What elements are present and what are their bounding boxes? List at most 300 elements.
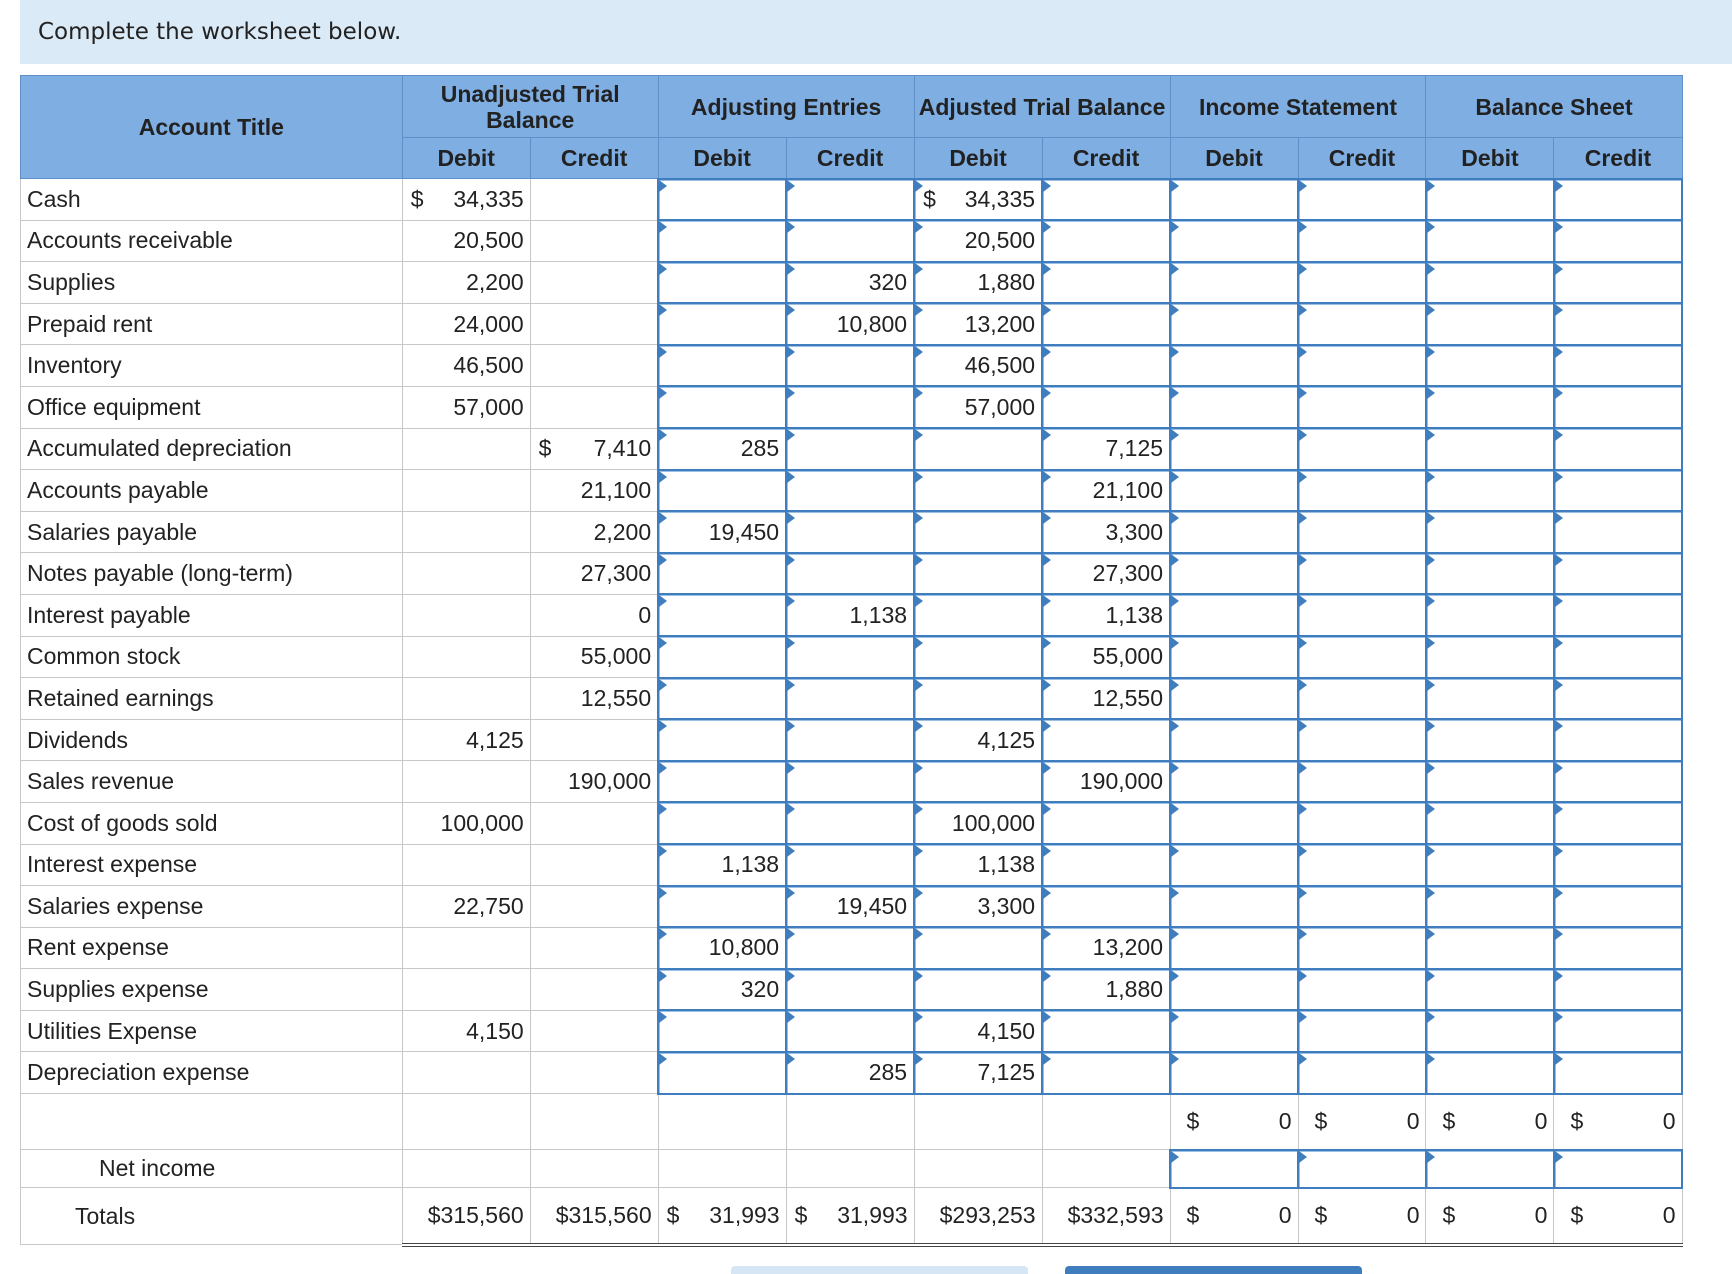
atb-cr-cell[interactable]	[1042, 844, 1170, 886]
bs-cr-input[interactable]	[1554, 220, 1682, 262]
account-title-cell: Cash	[21, 179, 403, 221]
adj-dr-cell[interactable]	[658, 470, 786, 512]
atb-dr-cell[interactable]: 4,125	[914, 719, 1042, 761]
bs-cr-input[interactable]	[1554, 969, 1682, 1011]
bs-dr-input[interactable]	[1426, 470, 1554, 512]
bs-dr-input[interactable]	[1426, 345, 1554, 387]
bs-cr-input[interactable]	[1554, 678, 1682, 720]
utb-cr-cell	[530, 886, 658, 928]
subtotal-value: 0	[1534, 1108, 1548, 1135]
utb-cr-cell	[530, 220, 658, 262]
utb-cr-cell	[530, 386, 658, 428]
is-cr-input[interactable]	[1298, 220, 1426, 262]
bs-dr-input[interactable]	[1426, 802, 1554, 844]
bs-cr-input[interactable]	[1554, 179, 1682, 221]
table-row	[21, 553, 1683, 595]
is-cr-input[interactable]	[1298, 511, 1426, 553]
is-dr-input[interactable]	[1170, 1052, 1298, 1094]
is-dr-input[interactable]	[1170, 428, 1298, 470]
header-atb-credit: Credit	[1042, 138, 1170, 179]
adj-cr-cell[interactable]	[786, 1010, 914, 1052]
atb-dr-cell[interactable]	[914, 511, 1042, 553]
atb-cr-cell[interactable]	[1042, 802, 1170, 844]
atb-dr-cell[interactable]: 3,300	[914, 886, 1042, 928]
blank-cell	[402, 1150, 530, 1188]
bs-cr-input[interactable]	[1554, 802, 1682, 844]
adj-dr-cell[interactable]: 320	[658, 969, 786, 1011]
bs-cr-input[interactable]	[1554, 511, 1682, 553]
is-dr-input[interactable]	[1170, 303, 1298, 345]
bs-cr-input[interactable]	[1554, 1010, 1682, 1052]
bs-cr-input[interactable]	[1554, 844, 1682, 886]
bs-cr-input[interactable]	[1554, 1052, 1682, 1094]
totals-label: Totals	[21, 1188, 403, 1245]
bs-cr-input[interactable]	[1554, 927, 1682, 969]
utb-cr-cell: 0	[530, 594, 658, 636]
net-income-is-cr-input[interactable]	[1298, 1150, 1426, 1188]
utb-cr-cell: 2,200	[530, 511, 658, 553]
account-title-cell: Sales revenue	[21, 761, 403, 803]
is-cr-input[interactable]	[1298, 802, 1426, 844]
is-cr-input[interactable]	[1298, 844, 1426, 886]
adj-cr-cell[interactable]: 1,138	[786, 594, 914, 636]
total-bs-cr	[1554, 1188, 1682, 1245]
account-title-cell: Dividends	[21, 719, 403, 761]
is-dr-input[interactable]	[1170, 220, 1298, 262]
total-adj-dr	[658, 1188, 786, 1245]
is-cr-input[interactable]	[1298, 761, 1426, 803]
adj-cr-cell[interactable]	[786, 636, 914, 678]
instruction-banner	[20, 0, 1732, 64]
adj-cr-cell[interactable]	[786, 220, 914, 262]
bs-cr-input[interactable]	[1554, 470, 1682, 512]
is-cr-input[interactable]	[1298, 719, 1426, 761]
atb-dr-cell[interactable]: 20,500	[914, 220, 1042, 262]
previous-button[interactable]	[731, 1266, 1028, 1274]
account-title-cell: Depreciation expense	[21, 1052, 403, 1094]
atb-dr-cell[interactable]: 46,500	[914, 345, 1042, 387]
utb-dr-cell: 57,000	[402, 386, 530, 428]
bs-dr-input[interactable]	[1426, 594, 1554, 636]
instruction-text: Complete the worksheet below.	[38, 19, 402, 45]
utb-dr-cell: 4,125	[402, 719, 530, 761]
utb-dr-cell	[402, 1052, 530, 1094]
is-cr-input[interactable]	[1298, 594, 1426, 636]
amount-value: 34,335	[964, 185, 1036, 212]
is-dr-input[interactable]	[1170, 969, 1298, 1011]
bs-dr-input[interactable]	[1426, 511, 1554, 553]
table-row	[21, 1052, 1683, 1094]
atb-cr-cell[interactable]	[1042, 386, 1170, 428]
atb-dr-cell[interactable]	[914, 179, 1042, 221]
adj-dr-cell[interactable]	[658, 636, 786, 678]
utb-cr-cell	[530, 179, 658, 221]
next-button[interactable]	[1065, 1266, 1362, 1274]
bs-cr-input[interactable]	[1554, 886, 1682, 928]
is-dr-input[interactable]	[1170, 345, 1298, 387]
adj-dr-cell[interactable]: 10,800	[658, 927, 786, 969]
atb-cr-cell[interactable]: 21,100	[1042, 470, 1170, 512]
currency-symbol: $	[1186, 1202, 1200, 1229]
header-balance-sheet: Balance Sheet	[1426, 76, 1682, 138]
adj-dr-cell[interactable]: 1,138	[658, 844, 786, 886]
adj-dr-cell[interactable]	[658, 594, 786, 636]
header-utb-credit: Credit	[530, 138, 658, 179]
utb-dr-cell	[402, 927, 530, 969]
adj-cr-cell[interactable]: 19,450	[786, 886, 914, 928]
is-dr-input[interactable]	[1170, 761, 1298, 803]
is-cr-input[interactable]	[1298, 345, 1426, 387]
currency-symbol: $	[538, 435, 552, 462]
adj-cr-cell[interactable]	[786, 678, 914, 720]
bs-dr-input[interactable]	[1426, 886, 1554, 928]
atb-dr-cell[interactable]: 100,000	[914, 802, 1042, 844]
adj-dr-cell[interactable]	[658, 386, 786, 428]
net-income-bs-dr-input[interactable]	[1426, 1150, 1554, 1188]
amount-value: 34,335	[453, 185, 524, 212]
bs-dr-input[interactable]	[1426, 303, 1554, 345]
bs-dr-input[interactable]	[1426, 386, 1554, 428]
account-title-cell: Retained earnings	[21, 678, 403, 720]
bs-cr-input[interactable]	[1554, 553, 1682, 595]
adj-cr-cell[interactable]	[786, 470, 914, 512]
atb-cr-cell[interactable]: 3,300	[1042, 511, 1170, 553]
table-row	[21, 428, 1683, 470]
atb-dr-cell[interactable]: 1,880	[914, 262, 1042, 304]
atb-cr-cell[interactable]	[1042, 303, 1170, 345]
is-cr-input[interactable]	[1298, 428, 1426, 470]
amount-value: 31,993	[837, 1201, 908, 1228]
bs-cr-input[interactable]	[1554, 386, 1682, 428]
adj-dr-cell[interactable]	[658, 262, 786, 304]
is-dr-input[interactable]	[1170, 594, 1298, 636]
currency-symbol: $	[410, 185, 424, 212]
is-cr-input[interactable]	[1298, 886, 1426, 928]
table-row	[21, 594, 1683, 636]
adj-cr-cell[interactable]	[786, 927, 914, 969]
account-title-cell: Interest expense	[21, 844, 403, 886]
adj-dr-cell[interactable]	[658, 1010, 786, 1052]
account-title-cell: Accumulated depreciation	[21, 428, 403, 470]
blank-cell	[658, 1094, 786, 1150]
adj-cr-cell[interactable]: 285	[786, 1052, 914, 1094]
totals-row	[21, 1188, 1683, 1245]
is-dr-input[interactable]	[1170, 511, 1298, 553]
table-row	[21, 511, 1683, 553]
adj-dr-cell[interactable]	[658, 553, 786, 595]
atb-cr-cell[interactable]	[1042, 220, 1170, 262]
atb-cr-cell[interactable]: 1,880	[1042, 969, 1170, 1011]
is-cr-input[interactable]	[1298, 553, 1426, 595]
is-cr-input[interactable]	[1298, 678, 1426, 720]
atb-cr-cell[interactable]: 7,125	[1042, 428, 1170, 470]
utb-dr-cell	[402, 636, 530, 678]
currency-symbol: $	[923, 185, 936, 212]
blank-cell	[1042, 1150, 1170, 1188]
bs-cr-input[interactable]	[1554, 719, 1682, 761]
blank-cell	[530, 1150, 658, 1188]
adj-cr-cell[interactable]	[786, 345, 914, 387]
total-bs-dr	[1426, 1188, 1554, 1245]
is-cr-input[interactable]	[1298, 386, 1426, 428]
bs-dr-input[interactable]	[1426, 761, 1554, 803]
adj-dr-cell[interactable]	[658, 345, 786, 387]
header-adjusting-entries: Adjusting Entries	[658, 76, 914, 138]
net-income-is-dr-input[interactable]	[1170, 1150, 1298, 1188]
bs-dr-input[interactable]	[1426, 179, 1554, 221]
total-value: 0	[1278, 1202, 1292, 1229]
is-dr-input[interactable]	[1170, 386, 1298, 428]
atb-dr-cell[interactable]	[914, 428, 1042, 470]
adj-cr-cell[interactable]	[786, 428, 914, 470]
utb-cr-cell	[530, 303, 658, 345]
utb-dr-cell	[402, 470, 530, 512]
adj-cr-cell[interactable]: 10,800	[786, 303, 914, 345]
atb-cr-cell[interactable]: 1,138	[1042, 594, 1170, 636]
table-row	[21, 220, 1683, 262]
worksheet-table	[20, 75, 1683, 1247]
atb-dr-cell[interactable]: 4,150	[914, 1010, 1042, 1052]
blank-cell	[1042, 1094, 1170, 1150]
amount-value: 7,410	[593, 435, 652, 462]
adj-cr-cell[interactable]	[786, 969, 914, 1011]
bs-cr-input[interactable]	[1554, 428, 1682, 470]
atb-dr-cell[interactable]: 1,138	[914, 844, 1042, 886]
atb-dr-cell[interactable]: 57,000	[914, 386, 1042, 428]
is-cr-input[interactable]	[1298, 1052, 1426, 1094]
is-dr-input[interactable]	[1170, 179, 1298, 221]
atb-cr-cell[interactable]	[1042, 179, 1170, 221]
account-title-cell: Inventory	[21, 345, 403, 387]
currency-symbol: $	[1570, 1202, 1584, 1229]
bs-dr-input[interactable]	[1426, 927, 1554, 969]
adj-cr-cell[interactable]	[786, 844, 914, 886]
currency-symbol: $	[1442, 1108, 1456, 1135]
currency-symbol: $	[1570, 1108, 1584, 1135]
atb-dr-cell[interactable]	[914, 969, 1042, 1011]
header-is-credit: Credit	[1298, 138, 1426, 179]
adj-cr-cell[interactable]	[786, 761, 914, 803]
table-row	[21, 386, 1683, 428]
account-title-cell: Prepaid rent	[21, 303, 403, 345]
is-dr-input[interactable]	[1170, 470, 1298, 512]
utb-cr-cell: 55,000	[530, 636, 658, 678]
is-dr-input[interactable]	[1170, 886, 1298, 928]
atb-dr-cell[interactable]	[914, 678, 1042, 720]
bs-cr-input[interactable]	[1554, 262, 1682, 304]
table-row	[21, 719, 1683, 761]
atb-dr-cell[interactable]	[914, 553, 1042, 595]
utb-dr-cell	[402, 553, 530, 595]
account-title-cell: Office equipment	[21, 386, 403, 428]
table-row	[21, 345, 1683, 387]
bs-dr-input[interactable]	[1426, 969, 1554, 1011]
adj-dr-cell[interactable]	[658, 179, 786, 221]
subtotal-bs-cr	[1554, 1094, 1682, 1150]
adj-dr-cell[interactable]: 285	[658, 428, 786, 470]
subtotal-value: 0	[1662, 1108, 1676, 1135]
bs-dr-input[interactable]	[1426, 428, 1554, 470]
currency-symbol: $	[1442, 1202, 1456, 1229]
is-cr-input[interactable]	[1298, 927, 1426, 969]
table-row	[21, 844, 1683, 886]
subtotal-is-dr	[1170, 1094, 1298, 1150]
adj-cr-cell[interactable]: 320	[786, 262, 914, 304]
utb-dr-cell: 20,500	[402, 220, 530, 262]
blank-cell	[786, 1094, 914, 1150]
adj-cr-cell[interactable]	[786, 179, 914, 221]
net-income-row	[21, 1150, 1683, 1188]
total-is-dr	[1170, 1188, 1298, 1245]
is-dr-input[interactable]	[1170, 1010, 1298, 1052]
total-value: 0	[1662, 1202, 1676, 1229]
bs-cr-input[interactable]	[1554, 761, 1682, 803]
is-cr-input[interactable]	[1298, 262, 1426, 304]
header-unadjusted-trial-balance: Unadjusted Trial Balance	[402, 76, 658, 138]
header-bs-debit: Debit	[1426, 138, 1554, 179]
utb-cr-cell	[530, 802, 658, 844]
utb-cr-cell	[530, 345, 658, 387]
bs-cr-input[interactable]	[1554, 594, 1682, 636]
total-value: 0	[1534, 1202, 1548, 1229]
amount-value: 31,993	[709, 1201, 780, 1228]
adj-dr-cell[interactable]: 19,450	[658, 511, 786, 553]
header-utb-debit: Debit	[402, 138, 530, 179]
utb-dr-cell	[402, 761, 530, 803]
blank-cell	[786, 1150, 914, 1188]
adj-dr-cell[interactable]	[658, 719, 786, 761]
total-utb-cr: $315,560	[530, 1188, 658, 1245]
adj-cr-cell[interactable]	[786, 719, 914, 761]
is-cr-input[interactable]	[1298, 179, 1426, 221]
bs-cr-input[interactable]	[1554, 303, 1682, 345]
adj-cr-cell[interactable]	[786, 511, 914, 553]
atb-cr-cell[interactable]	[1042, 1052, 1170, 1094]
atb-dr-cell[interactable]	[914, 636, 1042, 678]
atb-cr-cell[interactable]: 55,000	[1042, 636, 1170, 678]
header-account-title: Account Title	[21, 76, 403, 179]
account-title-cell: Interest payable	[21, 594, 403, 636]
atb-cr-cell[interactable]: 12,550	[1042, 678, 1170, 720]
atb-dr-cell[interactable]	[914, 594, 1042, 636]
account-title-cell: Supplies	[21, 262, 403, 304]
total-utb-dr: $315,560	[402, 1188, 530, 1245]
atb-dr-cell[interactable]: 13,200	[914, 303, 1042, 345]
bs-dr-input[interactable]	[1426, 220, 1554, 262]
adj-dr-cell[interactable]	[658, 761, 786, 803]
is-cr-input[interactable]	[1298, 303, 1426, 345]
is-cr-input[interactable]	[1298, 636, 1426, 678]
is-dr-input[interactable]	[1170, 553, 1298, 595]
adj-dr-cell[interactable]	[658, 678, 786, 720]
atb-cr-cell[interactable]: 13,200	[1042, 927, 1170, 969]
is-cr-input[interactable]	[1298, 969, 1426, 1011]
utb-dr-cell	[402, 428, 530, 470]
total-is-cr	[1298, 1188, 1426, 1245]
bs-dr-input[interactable]	[1426, 719, 1554, 761]
atb-cr-cell[interactable]	[1042, 886, 1170, 928]
account-title-cell: Cost of goods sold	[21, 802, 403, 844]
atb-cr-cell[interactable]: 27,300	[1042, 553, 1170, 595]
account-title-cell: Supplies expense	[21, 969, 403, 1011]
bs-dr-input[interactable]	[1426, 1052, 1554, 1094]
utb-dr-cell: 2,200	[402, 262, 530, 304]
atb-cr-cell[interactable]	[1042, 262, 1170, 304]
adj-dr-cell[interactable]	[658, 220, 786, 262]
utb-cr-cell	[530, 927, 658, 969]
account-title-cell: Salaries expense	[21, 886, 403, 928]
is-dr-input[interactable]	[1170, 844, 1298, 886]
is-dr-input[interactable]	[1170, 802, 1298, 844]
bs-dr-input[interactable]	[1426, 636, 1554, 678]
atb-cr-cell[interactable]: 190,000	[1042, 761, 1170, 803]
atb-dr-cell[interactable]	[914, 761, 1042, 803]
adj-dr-cell[interactable]	[658, 1052, 786, 1094]
table-row	[21, 761, 1683, 803]
account-title-cell: Notes payable (long-term)	[21, 553, 403, 595]
is-dr-input[interactable]	[1170, 927, 1298, 969]
atb-dr-cell[interactable]: 7,125	[914, 1052, 1042, 1094]
is-dr-input[interactable]	[1170, 636, 1298, 678]
bs-cr-input[interactable]	[1554, 636, 1682, 678]
currency-symbol: $	[1314, 1202, 1328, 1229]
subtotal-value: 0	[1278, 1108, 1292, 1135]
is-dr-input[interactable]	[1170, 678, 1298, 720]
atb-cr-cell[interactable]	[1042, 719, 1170, 761]
atb-dr-cell[interactable]	[914, 470, 1042, 512]
atb-cr-cell[interactable]	[1042, 345, 1170, 387]
header-adj-credit: Credit	[786, 138, 914, 179]
currency-symbol: $	[794, 1201, 808, 1228]
is-dr-input[interactable]	[1170, 262, 1298, 304]
account-title-cell: Accounts receivable	[21, 220, 403, 262]
net-income-label: Net income	[21, 1150, 403, 1188]
adj-dr-cell[interactable]	[658, 303, 786, 345]
adj-dr-cell[interactable]	[658, 886, 786, 928]
header-atb-debit: Debit	[914, 138, 1042, 179]
bs-cr-input[interactable]	[1554, 345, 1682, 387]
table-row	[21, 886, 1683, 928]
total-value: 0	[1406, 1202, 1420, 1229]
subtotal-bs-dr	[1426, 1094, 1554, 1150]
is-cr-input[interactable]	[1298, 1010, 1426, 1052]
net-income-bs-cr-input[interactable]	[1554, 1150, 1682, 1188]
bs-dr-input[interactable]	[1426, 844, 1554, 886]
adj-cr-cell[interactable]	[786, 553, 914, 595]
utb-cr-cell	[530, 1052, 658, 1094]
header-is-debit: Debit	[1170, 138, 1298, 179]
utb-dr-cell	[402, 511, 530, 553]
utb-cr-cell	[530, 262, 658, 304]
utb-dr-cell: 100,000	[402, 802, 530, 844]
adj-cr-cell[interactable]	[786, 802, 914, 844]
is-cr-input[interactable]	[1298, 470, 1426, 512]
bs-dr-input[interactable]	[1426, 1010, 1554, 1052]
utb-dr-cell: 4,150	[402, 1010, 530, 1052]
adj-dr-cell[interactable]	[658, 802, 786, 844]
bs-dr-input[interactable]	[1426, 262, 1554, 304]
table-row	[21, 802, 1683, 844]
is-dr-input[interactable]	[1170, 719, 1298, 761]
bs-dr-input[interactable]	[1426, 678, 1554, 720]
atb-cr-cell[interactable]	[1042, 1010, 1170, 1052]
adj-cr-cell[interactable]	[786, 386, 914, 428]
atb-dr-cell[interactable]	[914, 927, 1042, 969]
table-row	[21, 969, 1683, 1011]
utb-dr-cell	[402, 678, 530, 720]
bs-dr-input[interactable]	[1426, 553, 1554, 595]
header-adj-debit: Debit	[658, 138, 786, 179]
